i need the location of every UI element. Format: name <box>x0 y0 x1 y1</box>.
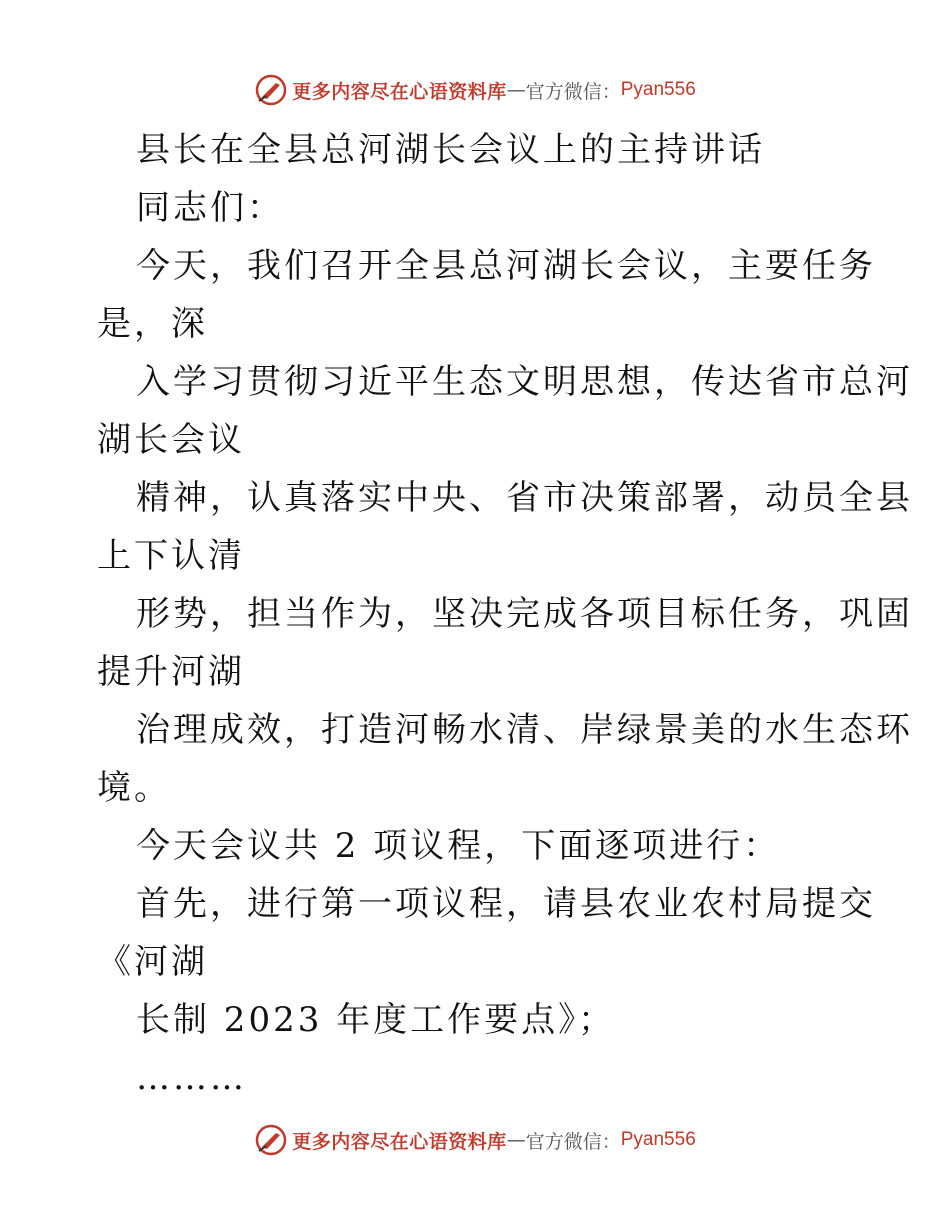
paragraph-line: 《河湖 <box>97 942 208 982</box>
banner-wechat-label: 官方微信： <box>525 80 621 103</box>
footer-banner <box>0 1120 950 1160</box>
header-banner <box>0 70 950 110</box>
paragraph-line: 入学习贯彻习近平生态文明思想，传达省市总河 <box>136 362 913 402</box>
paragraph-line: 形势，担当作为，坚决完成各项目标任务，巩固 <box>136 594 913 634</box>
paragraph-line: 今天会议共 2 项议程，下面逐项进行： <box>136 826 781 866</box>
banner-wechat-id: Pyan556 <box>620 79 696 100</box>
banner-separator: — <box>506 79 526 101</box>
paragraph-line: 长制 2023 年度工作要点》； <box>136 1000 616 1040</box>
paragraph-line: 是，深 <box>97 304 208 344</box>
paragraph-line: 上下认清 <box>97 536 245 576</box>
paragraph-line: 今天，我们召开全县总河湖长会议，主要任务 <box>136 246 876 286</box>
quill-logo-icon <box>254 73 288 107</box>
banner-separator: — <box>506 1129 526 1151</box>
quill-logo-icon <box>254 1123 288 1157</box>
paragraph-line: 治理成效，打造河畅水清、岸绿景美的水生态环 <box>136 710 913 750</box>
banner-text: 更多内容尽在心语资料库 <box>292 1130 507 1153</box>
paragraph-line: 湖长会议 <box>97 420 245 460</box>
ellipsis-line: ……… <box>136 1058 247 1098</box>
banner-wechat-label: 官方微信： <box>525 1130 621 1153</box>
document-title: 县长在全县总河湖长会议上的主持讲话 <box>136 130 765 170</box>
paragraph-line: 提升河湖 <box>97 652 245 692</box>
paragraph-line: 首先，进行第一项议程，请县农业农村局提交 <box>136 884 876 924</box>
salutation: 同志们： <box>136 188 284 228</box>
paragraph-line: 境。 <box>97 768 171 808</box>
paragraph-line: 精神，认真落实中央、省市决策部署，动员全县 <box>136 478 913 518</box>
banner-text: 更多内容尽在心语资料库 <box>292 80 507 103</box>
banner-wechat-id: Pyan556 <box>620 1129 696 1150</box>
